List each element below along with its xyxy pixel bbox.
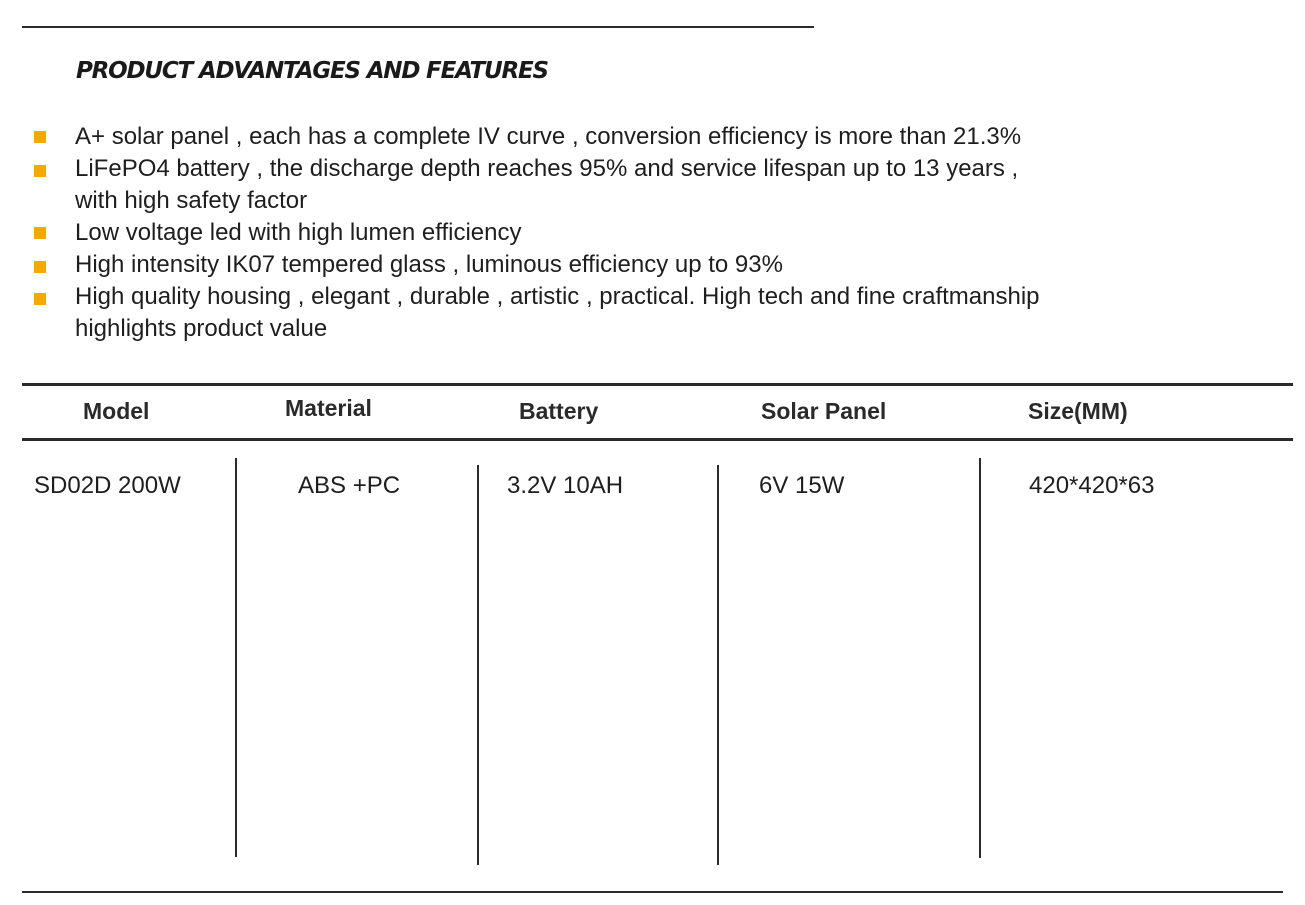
column-divider bbox=[477, 465, 479, 865]
column-divider bbox=[717, 465, 719, 865]
feature-text-continued: with high safety factor bbox=[75, 187, 308, 214]
feature-text: LiFePO4 battery , the discharge depth reaches 95% and service lifespan up to 13 years , bbox=[75, 155, 1019, 182]
feature-text: Low voltage led with high lumen efficiency bbox=[75, 219, 522, 246]
square-bullet-icon bbox=[34, 227, 46, 239]
feature-text: High intensity IK07 tempered glass , luminous efficiency up to 93% bbox=[75, 251, 783, 278]
square-bullet-icon bbox=[34, 165, 46, 177]
column-header-material: Material bbox=[285, 395, 372, 421]
square-bullet-icon bbox=[34, 131, 46, 143]
top-divider bbox=[22, 26, 814, 28]
column-header-solar-panel: Solar Panel bbox=[761, 398, 887, 424]
feature-text-continued: highlights product value bbox=[75, 315, 328, 342]
cell-material: ABS +PC bbox=[298, 472, 401, 499]
table-top-divider bbox=[22, 383, 1293, 386]
square-bullet-icon bbox=[34, 261, 46, 273]
table-header-divider bbox=[22, 438, 1293, 441]
column-divider bbox=[979, 458, 981, 858]
column-header-battery: Battery bbox=[519, 398, 599, 424]
cell-size: 420*420*63 bbox=[1029, 472, 1155, 499]
feature-text: High quality housing , elegant , durable , artistic , practical. High tech and fine craftmanship bbox=[75, 283, 1040, 310]
square-bullet-icon bbox=[34, 293, 46, 305]
cell-solar-panel: 6V 15W bbox=[759, 472, 845, 499]
bottom-divider bbox=[22, 891, 1283, 893]
column-header-model: Model bbox=[83, 398, 150, 424]
section-heading: PRODUCT ADVANTAGES AND FEATURES bbox=[76, 58, 548, 84]
column-header-size: Size(MM) bbox=[1028, 398, 1128, 424]
cell-model: SD02D 200W bbox=[34, 472, 181, 499]
cell-battery: 3.2V 10AH bbox=[507, 472, 624, 499]
feature-text: A+ solar panel , each has a complete IV curve , conversion efficiency is more than 21.3% bbox=[75, 123, 1022, 150]
column-divider bbox=[235, 458, 237, 857]
